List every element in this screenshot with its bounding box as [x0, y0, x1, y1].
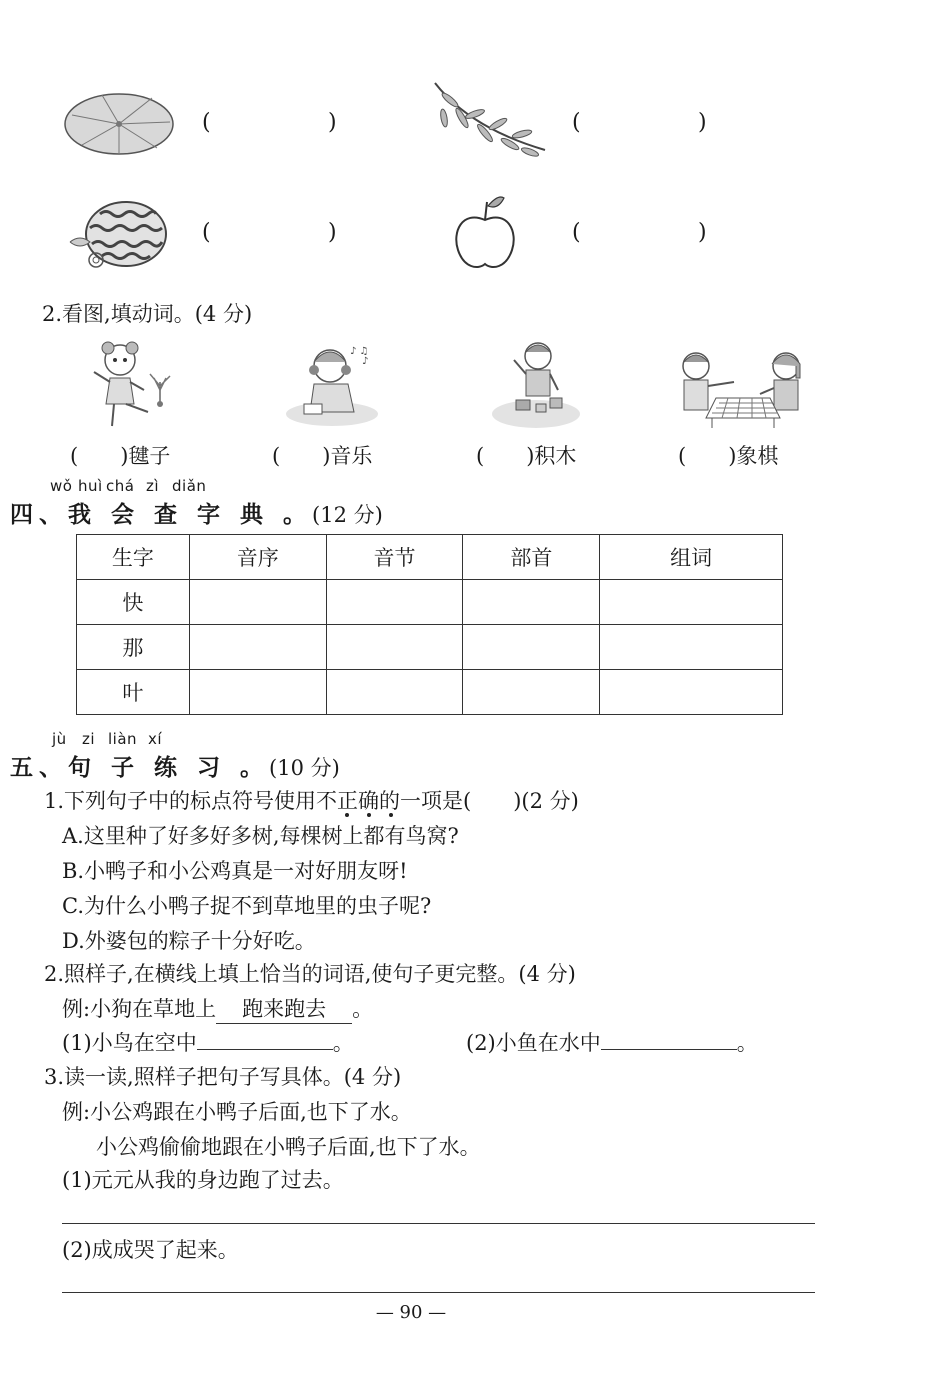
s5-q2-item-2	[466, 1027, 758, 1057]
emphasis-dot	[345, 813, 349, 817]
q1-paren-close-1: )	[328, 110, 337, 135]
s5-q1-option-a: A.这里种了好多好多树,每棵树上都有鸟窝?	[62, 824, 459, 848]
q2-item-2-paren: ( )	[272, 444, 331, 468]
table-header-cell: 组词	[600, 535, 783, 580]
s5-q2-item-2-blank[interactable]	[601, 1027, 737, 1050]
table-row	[77, 580, 783, 625]
kids-playing-chess-icon	[672, 346, 808, 428]
q2-item-2	[272, 440, 372, 470]
table-header-cell: 部首	[463, 535, 600, 580]
s5-q2-example-prefix: 例:小狗在草地上	[62, 997, 217, 1021]
q1-paren-close-2: )	[698, 110, 707, 135]
s5-q3-stem: 3.读一读,照样子把句子写具体。(4 分)	[44, 1065, 402, 1089]
table-header-cell: 音序	[189, 535, 326, 580]
girl-kicking-shuttlecock-icon	[88, 338, 178, 430]
table-row	[77, 625, 783, 670]
willow-branch-icon	[430, 78, 550, 160]
q2-item-3-text: 积木	[534, 444, 577, 468]
section4-pinyin-3: chá	[106, 477, 135, 495]
q2-item-1-text: 毽子	[128, 444, 171, 468]
dictionary-table	[76, 534, 783, 715]
table-cell-answer[interactable]	[326, 580, 463, 625]
page-number: — 90 —	[375, 1302, 447, 1323]
table-cell-answer[interactable]	[326, 670, 463, 715]
s5-q2-item-1-end: 。	[332, 1031, 354, 1055]
q1-paren-open-1: (	[202, 110, 211, 135]
q2-item-3-paren: ( )	[476, 444, 535, 468]
lotus-leaf-icon	[62, 90, 177, 158]
section4-pinyin-1: wǒ	[50, 477, 73, 495]
s5-q1-stem-c: 的一项是( )(2 分)	[379, 789, 579, 813]
s5-q2-item-2-end: 。	[736, 1031, 758, 1055]
s5-q2-example	[62, 993, 373, 1024]
section5-pinyin-1: jù	[52, 730, 67, 748]
table-cell-answer[interactable]	[189, 580, 326, 625]
svg-text:♪: ♪	[362, 356, 369, 367]
q1-paren-open-2: (	[572, 110, 581, 135]
table-header-row	[77, 535, 783, 580]
section5-pinyin-2: zi	[82, 730, 96, 748]
s5-q2-item-1	[62, 1027, 354, 1057]
section4-points: (12 分)	[312, 503, 383, 527]
section5-pinyin-3: liàn	[108, 730, 138, 748]
boy-building-blocks-icon	[488, 334, 584, 430]
section5-title	[10, 749, 340, 782]
q2-item-4	[678, 440, 778, 470]
section4-pinyin-4: zì	[146, 477, 160, 495]
s5-q1-option-b: B.小鸭子和小公鸡真是一对好朋友呀!	[62, 859, 408, 883]
section5-points: (10 分)	[269, 756, 340, 780]
table-header-cell: 生字	[77, 535, 190, 580]
section5-pinyin-4: xí	[148, 730, 163, 748]
section4-title	[10, 496, 383, 529]
table-header-cell: 音节	[326, 535, 463, 580]
s5-q3-example-1: 例:小公鸡跟在小鸭子后面,也下了水。	[62, 1100, 412, 1124]
emphasis-dot	[389, 813, 393, 817]
answer-line-2[interactable]	[62, 1292, 815, 1293]
s5-q1-option-d: D.外婆包的粽子十分好吃。	[62, 929, 316, 953]
q2-item-4-text: 象棋	[736, 444, 779, 468]
q2-item-3	[476, 440, 576, 470]
s5-q3-item-2: (2)成成哭了起来。	[62, 1238, 239, 1262]
q1-paren-open-4: (	[572, 220, 581, 245]
table-cell-answer[interactable]	[600, 625, 783, 670]
s5-q2-item-1-blank[interactable]	[197, 1027, 333, 1050]
table-row	[77, 670, 783, 715]
table-cell-character: 那	[77, 625, 190, 670]
q1-paren-close-3: )	[328, 220, 337, 245]
answer-line-1[interactable]	[62, 1223, 815, 1224]
q2-item-2-text: 音乐	[330, 444, 373, 468]
table-cell-character: 叶	[77, 670, 190, 715]
table-cell-answer[interactable]	[600, 580, 783, 625]
table-cell-answer[interactable]	[189, 625, 326, 670]
q2-item-4-paren: ( )	[678, 444, 737, 468]
table-cell-answer[interactable]	[463, 625, 600, 670]
q2-item-1-paren: ( )	[70, 444, 129, 468]
watermelon-icon	[66, 198, 170, 274]
q2-title: 2.看图,填动词。(4 分)	[42, 302, 253, 326]
table-cell-answer[interactable]	[463, 670, 600, 715]
s5-q1-stem-emphasis: 不正确	[316, 789, 380, 813]
s5-q1-stem-a: 1.下列句子中的标点符号使用	[44, 789, 317, 813]
table-cell-answer[interactable]	[189, 670, 326, 715]
section5-title-text: 五、句 子 练 习 。	[10, 754, 270, 781]
s5-q3-item-1: (1)元元从我的身边跑了过去。	[62, 1168, 344, 1192]
s5-q1-stem	[44, 785, 579, 815]
q1-paren-open-3: (	[202, 220, 211, 245]
svg-text:♪ ♫: ♪ ♫	[350, 346, 369, 357]
s5-q2-stem: 2.照样子,在横线上填上恰当的词语,使句子更完整。(4 分)	[44, 962, 576, 986]
table-cell-answer[interactable]	[600, 670, 783, 715]
s5-q2-example-answer: 跑来跑去	[216, 993, 352, 1024]
section4-pinyin-5: diǎn	[172, 477, 207, 495]
q2-item-1	[70, 440, 170, 470]
section4-pinyin-2: huì	[78, 477, 103, 495]
table-cell-answer[interactable]	[326, 625, 463, 670]
table-cell-answer[interactable]	[463, 580, 600, 625]
table-cell-character: 快	[77, 580, 190, 625]
s5-q2-item-1-text: (1)小鸟在空中	[62, 1031, 197, 1055]
s5-q3-example-2: 小公鸡偷偷地跟在小鸭子后面,也下了水。	[96, 1135, 481, 1159]
apple-icon	[452, 192, 518, 272]
q1-paren-close-4: )	[698, 220, 707, 245]
section4-title-text: 四、我 会 查 字 典 。	[10, 501, 313, 528]
emphasis-dot	[367, 813, 371, 817]
s5-q2-example-end: 。	[352, 997, 374, 1021]
s5-q2-item-2-text: (2)小鱼在水中	[466, 1031, 601, 1055]
boy-listening-music-icon	[284, 340, 380, 430]
s5-q1-option-c: C.为什么小鸭子捉不到草地里的虫子呢?	[62, 894, 432, 918]
